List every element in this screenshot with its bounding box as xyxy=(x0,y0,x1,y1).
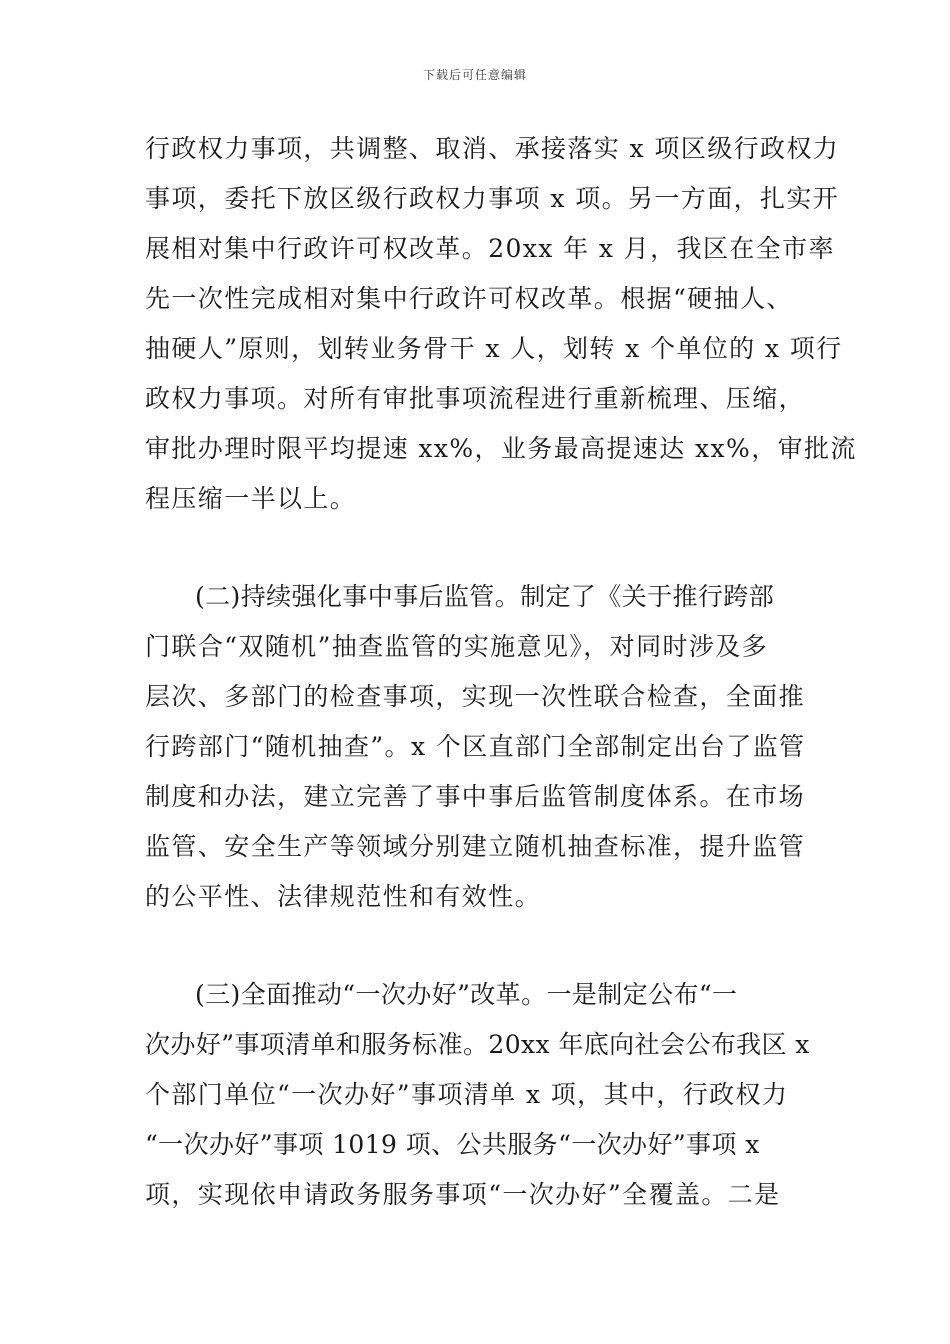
text-line: 层次、多部门的检查事项，实现一次性联合检查，全面推 xyxy=(145,682,806,711)
text-line: 抽硬人”原则，划转业务骨干 x 人，划转 x 个单位的 x 项行 xyxy=(145,334,843,363)
header-note: 下载后可任意编辑 xyxy=(422,68,527,82)
paragraph-supervision xyxy=(145,572,810,922)
text-line: 监管、安全生产等领域分别建立随机抽查标准，提升监管 xyxy=(145,832,806,861)
text-line: 政权力事项。对所有审批事项流程进行重新梳理、压缩， xyxy=(145,384,806,413)
paragraph-administrative-power xyxy=(145,124,857,524)
text-line: “一次办好”事项 1019 项、公共服务“一次办好”事项 x xyxy=(145,1130,760,1159)
text-line: 门联合“双随机”抽查监管的实施意见》，对同时涉及多 xyxy=(145,632,769,661)
text-line: 审批办理时限平均提速 xx%，业务最高提速达 xx%，审批流 xyxy=(145,434,857,463)
text-line: 项，实现依申请政务服务事项“一次办好”全覆盖。二是 xyxy=(145,1180,781,1209)
text-line: 制度和办法，建立完善了事中事后监管制度体系。在市场 xyxy=(145,782,806,811)
text-line: 的公平性、法律规范性和有效性。 xyxy=(145,882,542,911)
paragraph-one-stop-service xyxy=(145,970,810,1220)
text-line: (三)全面推动“一次办好”改革。一是制定公布“一 xyxy=(195,980,738,1009)
text-line: 先一次性完成相对集中行政许可权改革。根据“硬抽人、 xyxy=(145,284,793,313)
text-line: (二)持续强化事中事后监管。制定了《关于推行跨部 xyxy=(195,582,775,611)
text-line: 次办好”事项清单和服务标准。20xx 年底向社会公布我区 x xyxy=(145,1030,810,1059)
text-line: 行跨部门“随机抽查”。x 个区直部门全部制定出台了监管 xyxy=(145,732,806,761)
text-line: 行政权力事项，共调整、取消、承接落实 x 项区级行政权力 xyxy=(145,134,840,163)
text-line: 事项，委托下放区级行政权力事项 x 项。另一方面，扎实开 xyxy=(145,184,840,213)
text-line: 个部门单位“一次办好”事项清单 x 项，其中，行政权力 xyxy=(145,1080,789,1109)
text-line: 程压缩一半以上。 xyxy=(145,484,357,513)
text-line: 展相对集中行政许可权改革。20xx 年 x 月，我区在全市率 xyxy=(145,234,835,263)
